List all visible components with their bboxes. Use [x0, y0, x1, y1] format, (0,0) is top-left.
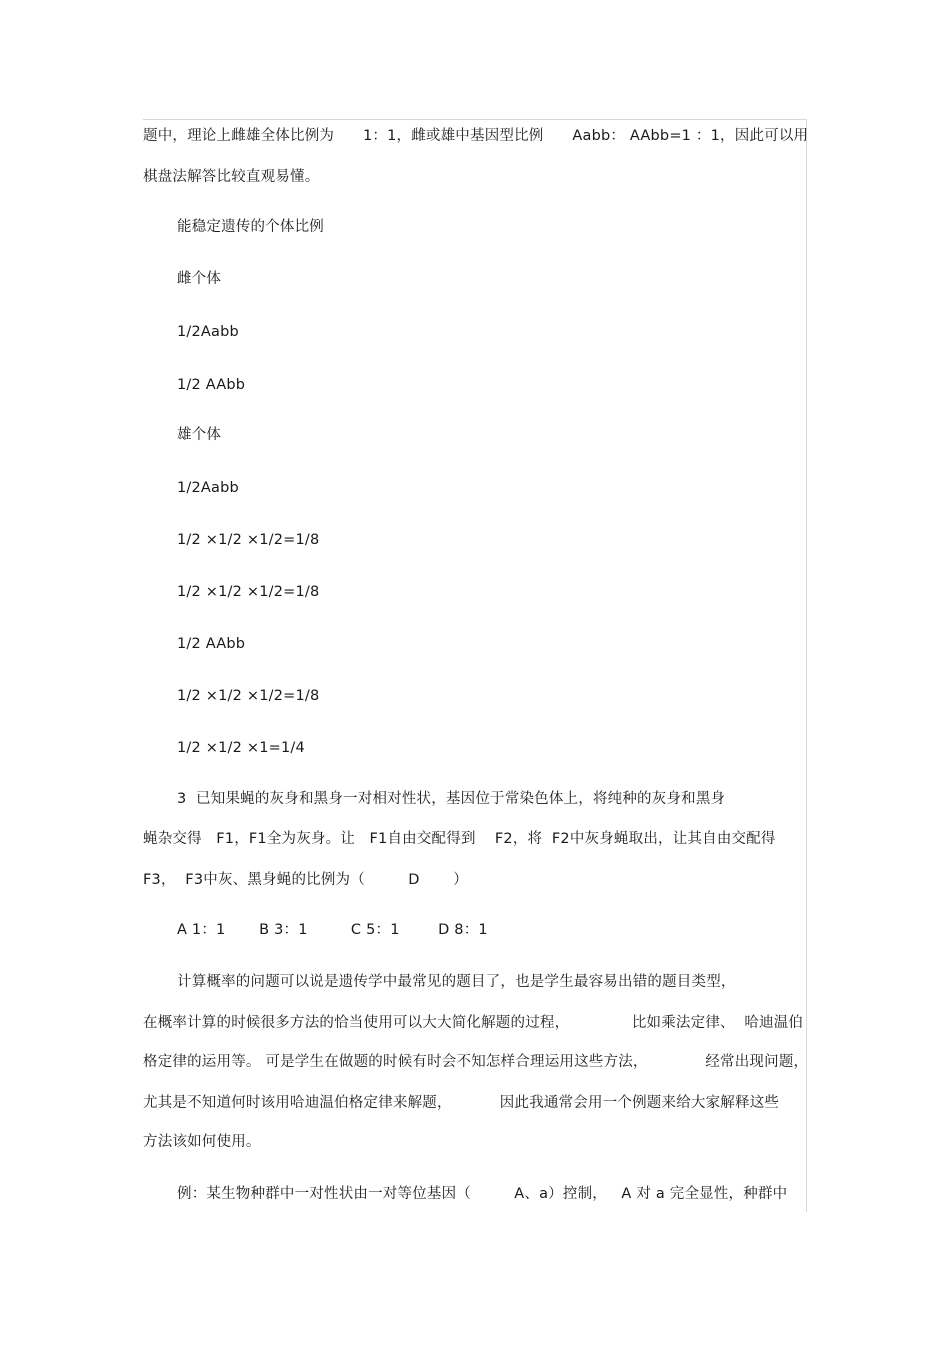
text-line-11: 1/2 AAbb	[177, 636, 246, 652]
text-line-19: 在概率计算的时候很多方法的恰当使用可以大大简化解题的过程， 比如乘法定律、 哈迪温伯	[143, 1015, 804, 1031]
text-line-18: 计算概率的问题可以说是遗传学中最常见的题目了，也是学生最容易出错的题目类型，	[177, 974, 736, 990]
text-line-7: 雄个体	[177, 427, 222, 443]
text-line-21: 尤其是不知道何时该用哈迪温伯格定律来解题， 因此我通常会用一个例题来给大家解释这些	[143, 1095, 780, 1111]
page-border	[143, 119, 807, 1212]
text-line-15: 蝇杂交得 F1，F1全为灰身。让 F1自由交配得到 F2，将 F2中灰身蝇取出，让其自由交配得	[143, 831, 776, 847]
text-line-17: A 1：1 B 3：1 C 5：1 D 8：1	[177, 922, 488, 938]
text-line-9: 1/2 ×1/2 ×1/2=1/8	[177, 532, 320, 548]
text-line-1: 题中，理论上雌雄全体比例为 1：1，雌或雄中基因型比例 Aabb： AAbb=1 ：1，因此可以用	[143, 128, 809, 144]
text-line-3: 能稳定遗传的个体比例	[177, 219, 324, 235]
text-line-5: 1/2Aabb	[177, 324, 239, 340]
text-line-14: 3 已知果蝇的灰身和黑身一对相对性状，基因位于常染色体上，将纯种的灰身和黑身	[177, 791, 726, 807]
text-line-20: 格定律的运用等。 可是学生在做题的时候有时会不知怎样合理运用这些方法， 经常出现问题，	[143, 1054, 809, 1070]
text-line-10: 1/2 ×1/2 ×1/2=1/8	[177, 584, 320, 600]
text-line-16: F3， F3中灰、黑身蝇的比例为（ D ）	[143, 872, 468, 888]
text-line-12: 1/2 ×1/2 ×1/2=1/8	[177, 688, 320, 704]
text-line-23: 例：某生物种群中一对性状由一对等位基因（ A、a）控制， A 对 a 完全显性，种群中	[177, 1186, 788, 1202]
text-line-8: 1/2Aabb	[177, 480, 239, 496]
text-line-13: 1/2 ×1/2 ×1=1/4	[177, 740, 305, 756]
text-line-6: 1/2 AAbb	[177, 377, 246, 393]
text-line-2: 棋盘法解答比较直观易懂。	[143, 169, 320, 185]
text-line-4: 雌个体	[177, 271, 222, 287]
text-line-22: 方法该如何使用。	[143, 1134, 261, 1150]
